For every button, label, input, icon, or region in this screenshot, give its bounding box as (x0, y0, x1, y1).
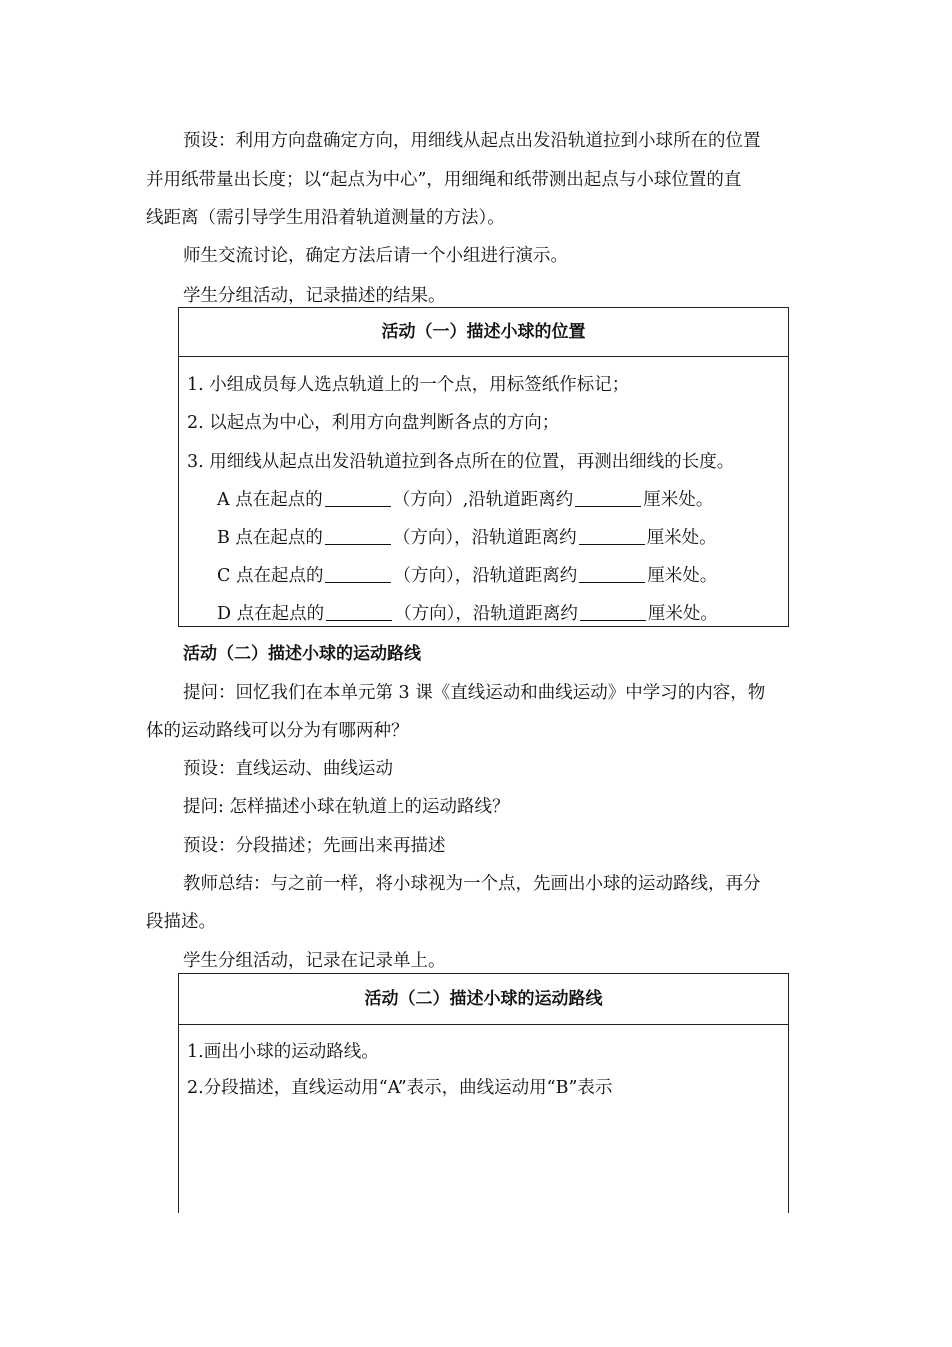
paragraph-line: 并用纸带量出长度；以“起点为中心”，用细绳和纸带测出起点与小球位置的直 (146, 170, 742, 190)
paragraph-group-activity: 学生分组活动，记录在记录单上。 (183, 951, 446, 971)
blank-direction (325, 526, 391, 545)
table-title: 活动（一）描述小球的位置 (179, 308, 788, 357)
blank-distance (579, 564, 645, 583)
blank-distance (575, 488, 641, 507)
fill-in-row-d (217, 601, 718, 627)
question-line: 提问: 怎样描述小球在轨道上的运动路线？ (183, 797, 510, 817)
paragraph-group-activity: 学生分组活动，记录描述的结果。 (183, 286, 446, 306)
question-line: 体的运动路线可以分为有哪两种？ (146, 721, 409, 741)
activity-one-table (178, 307, 789, 627)
table-step: 1. 小组成员每人选点轨道上的一个点，用标签纸作标记； (187, 375, 630, 395)
row-suffix: 厘米处。 (646, 528, 717, 548)
summary-line: 段描述。 (146, 912, 216, 932)
row-text: （方向），沿轨道距离约 (394, 604, 578, 624)
section-heading: 活动（二）描述小球的运动路线 (183, 644, 421, 664)
fill-in-row-a (217, 487, 713, 513)
table-title: 活动（二）描述小球的运动路线 (179, 974, 788, 1025)
table-step: 2.分段描述，直线运动用“A”表示，曲线运动用“B”表示 (187, 1078, 613, 1098)
row-suffix: 厘米处。 (643, 490, 714, 510)
row-text: （方向），沿轨道距离约 (393, 566, 578, 586)
table-step: 3. 用细线从起点出发沿轨道拉到各点所在的位置，再测出细线的长度。 (187, 452, 735, 472)
table-step: 1.画出小球的运动路线。 (187, 1042, 379, 1062)
question-line: 提问：回忆我们在本单元第 3 课《直线运动和曲线运动》中学习的内容，物 (183, 683, 766, 703)
table-step: 2. 以起点为中心，利用方向盘判断各点的方向； (187, 413, 560, 433)
paragraph-line: 预设：利用方向盘确定方向，用细线从起点出发沿轨道拉到小球所在的位置 (183, 131, 761, 151)
row-label: A 点在起点的 (217, 490, 323, 510)
fill-in-row-b (217, 525, 717, 551)
blank-direction (326, 602, 392, 621)
row-label: C 点在起点的 (217, 566, 324, 586)
blank-direction (325, 488, 391, 507)
paragraph-discussion: 师生交流讨论，确定方法后请一个小组进行演示。 (183, 246, 568, 266)
activity-two-table (178, 973, 789, 1213)
blank-distance (580, 602, 646, 621)
row-text: （方向）,沿轨道距离约 (392, 490, 574, 510)
row-suffix: 厘米处。 (647, 566, 718, 586)
answer-line: 预设：分段描述；先画出来再描述 (183, 836, 446, 856)
answer-line: 预设：直线运动、曲线运动 (183, 759, 393, 779)
row-label: B 点在起点的 (217, 528, 323, 548)
row-text: （方向），沿轨道距离约 (392, 528, 577, 548)
row-label: D 点在起点的 (217, 604, 325, 624)
blank-distance (579, 526, 645, 545)
summary-line: 教师总结：与之前一样，将小球视为一个点，先画出小球的运动路线，再分 (183, 874, 761, 894)
blank-direction (325, 564, 391, 583)
paragraph-line: 线距离（需引导学生用沿着轨道测量的方法）。 (146, 208, 505, 228)
fill-in-row-c (217, 563, 717, 589)
row-suffix: 厘米处。 (647, 604, 718, 624)
